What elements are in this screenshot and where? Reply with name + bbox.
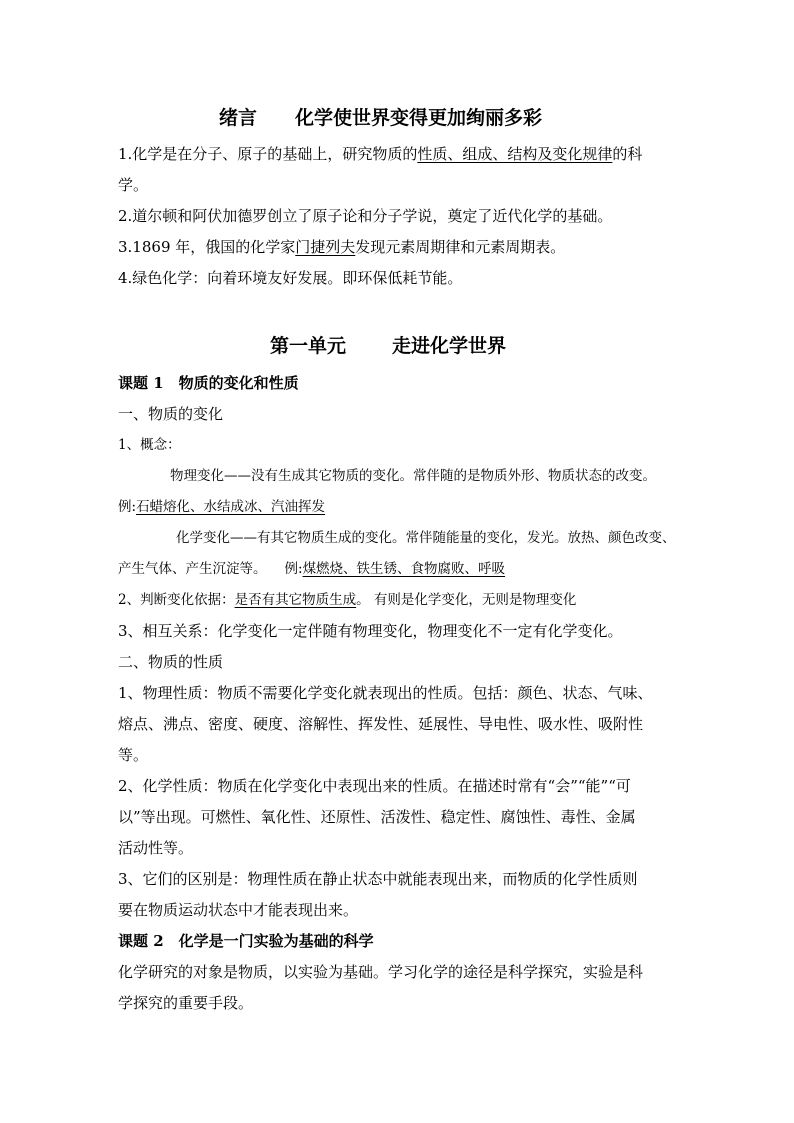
intro-p3-underlined: 门捷列夫 bbox=[295, 238, 356, 256]
judgement-basis bbox=[118, 590, 576, 610]
physical-change-definition: 物理变化——没有生成其它物质的变化。常伴随的是物质外形、物质状态的改变。 bbox=[170, 468, 656, 484]
physical-property-line-3: 等。 bbox=[118, 746, 149, 764]
intro-title-right: 化学使世界变得更加绚丽多彩 bbox=[295, 107, 543, 129]
relation-statement: 3、相互关系：化学变化一定伴随有物理变化，物理变化不一定有化学变化。 bbox=[118, 622, 623, 640]
unit-title bbox=[270, 334, 506, 358]
lesson2-paragraph-line-2: 学探究的重要手段。 bbox=[118, 994, 254, 1012]
physical-property-line-2: 熔点、沸点、密度、硬度、溶解性、挥发性、延展性、导电性、吸水性、吸附性 bbox=[118, 715, 644, 733]
difference-line-1: 3、它们的区别是：物理性质在静止状态中就能表现出来，而物质的化学性质则 bbox=[118, 870, 638, 888]
lesson1-heading: 课题 1 物质的变化和性质 bbox=[118, 374, 299, 392]
unit-title-right: 走进化学世界 bbox=[392, 335, 507, 357]
judgement-criterion: 是否有其它物质生成 bbox=[234, 592, 357, 608]
chemical-examples-label: 例: bbox=[284, 561, 303, 577]
physical-examples-label: 例: bbox=[118, 499, 137, 515]
intro-paragraph-1 bbox=[118, 144, 642, 164]
lesson2-paragraph-line-1: 化学研究的对象是物质，以实验为基础。学习化学的途径是科学探究，实验是科 bbox=[118, 963, 644, 981]
chemical-definition-cont: 产生气体、产生沉淀等。 bbox=[118, 561, 267, 577]
intro-p1-underlined: 性质、组成、结构及变化规律 bbox=[417, 145, 613, 163]
unit-title-left: 第一单元 bbox=[270, 335, 347, 357]
intro-paragraph-3 bbox=[118, 237, 565, 257]
intro-p1-text-end: 的科 bbox=[612, 145, 643, 163]
chemical-property-line-1: 2、化学性质：物质在化学变化中表现出来的性质。在描述时常有“会”“能”“可 bbox=[118, 777, 631, 795]
chemical-property-line-3: 活动性等。 bbox=[118, 839, 194, 857]
intro-p1-text: 1.化学是在分子、原子的基础上，研究物质的 bbox=[118, 145, 418, 163]
section-properties-heading: 二、物质的性质 bbox=[118, 653, 224, 671]
concept-label: 1、概念： bbox=[118, 437, 181, 453]
judgement-result: 。 有则是化学变化，无则是物理变化 bbox=[356, 592, 577, 608]
physical-examples-list: 石蜡熔化、水结成冰、汽油挥发 bbox=[136, 499, 326, 515]
intro-title-left: 绪言 bbox=[219, 107, 258, 129]
intro-p3-text-end: 发现元素周期律和元素周期表。 bbox=[355, 238, 566, 256]
chemical-property-line-2: 以”等出现。可燃性、氧化性、还原性、活泼性、稳定性、腐蚀性、毒性、金属 bbox=[118, 808, 636, 826]
physical-change-examples bbox=[118, 497, 325, 517]
judgement-label: 2、判断变化依据： bbox=[118, 592, 235, 608]
chemical-change-examples bbox=[118, 559, 505, 579]
intro-paragraph-1-cont: 学。 bbox=[118, 176, 149, 194]
physical-property-line-1: 1、物理性质：物质不需要化学变化就表现出的性质。包括：颜色、状态、气味、 bbox=[118, 684, 653, 702]
intro-p3-text: 3.1869 年，俄国的化学家 bbox=[118, 238, 296, 256]
chemical-examples-list: 煤燃烧、铁生锈、食物腐败、呼吸 bbox=[302, 561, 506, 577]
section-changes-heading: 一、物质的变化 bbox=[118, 405, 224, 423]
difference-line-2: 要在物质运动状态中才能表现出来。 bbox=[118, 901, 359, 919]
lesson2-heading: 课题 2 化学是一门实验为基础的科学 bbox=[118, 932, 374, 950]
intro-paragraph-4: 4.绿色化学：向着环境友好发展。即环保低耗节能。 bbox=[118, 269, 463, 287]
intro-paragraph-2: 2.道尔顿和阿伏加德罗创立了原子论和分子学说，奠定了近代化学的基础。 bbox=[118, 207, 613, 225]
intro-title bbox=[219, 106, 542, 130]
chemical-change-definition: 化学变化——有其它物质生成的变化。常伴随能量的变化，发光。放热、颜色改变、 bbox=[176, 530, 676, 546]
